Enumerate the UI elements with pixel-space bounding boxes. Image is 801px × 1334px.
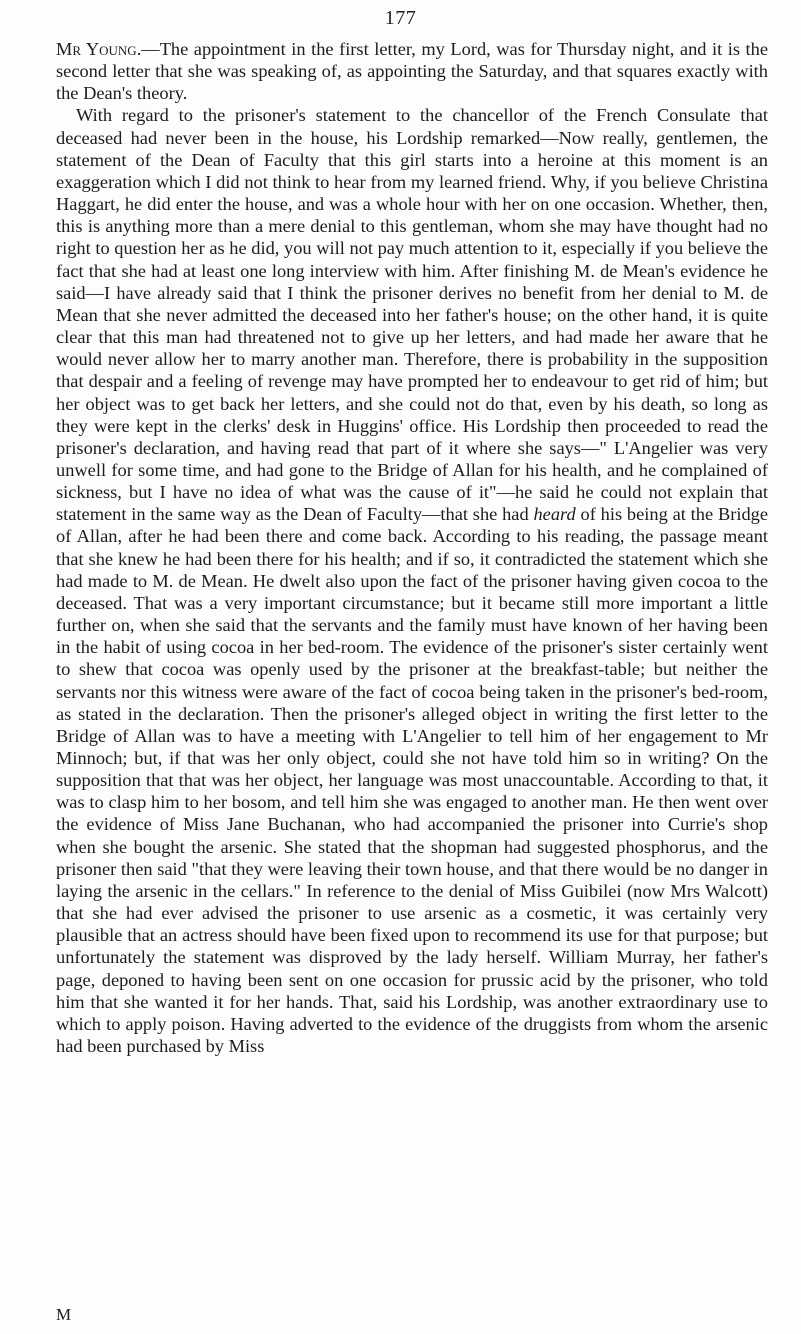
body-text — [56, 38, 768, 1057]
page-number: 177 — [384, 7, 417, 29]
paragraph-text: .—The appointment in the first letter, my Lord, was for Thursday night, and it is the second letter that she was speaking of, as appointing the Saturday, and that squares exactly with the Dean's theory. — [56, 39, 768, 104]
emphasis-word: heard — [533, 504, 576, 525]
speaker-name: Mr Young — [56, 39, 137, 59]
paragraph-text-continued: of his being at the Bridge of Allan, after he had been there and come back. According to his reading, the passage meant that she knew he had been there for his health; and if so, it contradicted the statement which she had made to M. de Mean. He dwelt also upon the fact of the prisoner having given cocoa to the deceased. That was a very important circumstance; but it became still more important a little further on, when she said that the servants and the family must have known of her having been in the habit of using cocoa in her bed-room. The evidence of the prisoner's sister certainly went to shew that cocoa was openly used by the prisoner at the breakfast-table; but neither the servants nor this witness were aware of the fact of cocoa being taken in the prisoner's bed-room, as stated in the declaration. Then the prisoner's alleged object in writing the first letter to the Bridge of Allan was to have a meeting with L'Angelier to tell him of her engagement to Mr Minnoch; but, if that was her only object, could she not have told him so in writing? On the supposition that that was her object, her language was most unaccountable. According to that, it was to clasp him to her bosom, and tell him she was engaged to another man. He then went over the evidence of Miss Jane Buchanan, who had accompanied the prisoner into Currie's shop when she bought the arsenic. She stated that the shopman had suggested phosphorus, and the prisoner then said "that they were leaving their town house, and that there would be no danger in laying the arsenic in the cellars." In reference to the denial of Miss Guibilei (now Mrs Walcott) that she had ever advised the prisoner to use arsenic as a cosmetic, it was certainly very plausible that an actress should have been fixed upon to recommend its use for that purpose; but unfortunately the statement was disproved by the lady herself. William Murray, her father's page, deponed to having been sent on one occasion for prussic acid by the prisoner, who told him that she wanted it for her hands. That, said his Lordship, was another extraordinary use to which to apply poison. Having adverted to the evidence of the druggists from whom the arsenic had been purchased by Miss — [56, 504, 768, 1057]
paragraph-1 — [56, 38, 768, 104]
signature-mark: M — [56, 1305, 72, 1324]
paragraph-2 — [56, 104, 768, 1057]
paragraph-text: With regard to the prisoner's statement to the chancellor of the French Consulate that deceased had never been in the house, his Lordship remarked—Now really, gentlemen, the statement of the Dean of Faculty that this girl starts into a heroine at this moment is an exaggeration which I did not think to hear from my learned friend. Why, if you believe Christina Haggart, he did enter the house, and was a whole hour with her on one occasion. Whether, then, this is anything more than a mere denial to this gentleman, whom she may have thought had no right to question her as he did, you will not pay much attention to it, especially if you believe the fact that she had at least one long interview with him. After finishing M. de Mean's evidence he said—I have already said that I think the prisoner derives no benefit from her denial to M. de Mean that she never admitted the deceased into her father's house; on the other hand, it is quite clear that this man had threatened not to give up her letters, and had made her aware that he would never allow her to marry another man. Therefore, there is probability in the supposition that despair and a feeling of revenge may have prompted her to endeavour to get rid of him; but her object was to get back her letters, and she could not do that, even by his death, so long as they were kept in the clerks' desk in Huggins' office. His Lordship then proceeded to read the prisoner's declaration, and having read that part of it where she says—" L'Angelier was very unwell for some time, and had gone to the Bridge of Allan for his health, and he complained of sickness, but I have no idea of what was the cause of it"—he said he could not explain that statement in the same way as the Dean of Faculty—that she had — [56, 105, 768, 525]
